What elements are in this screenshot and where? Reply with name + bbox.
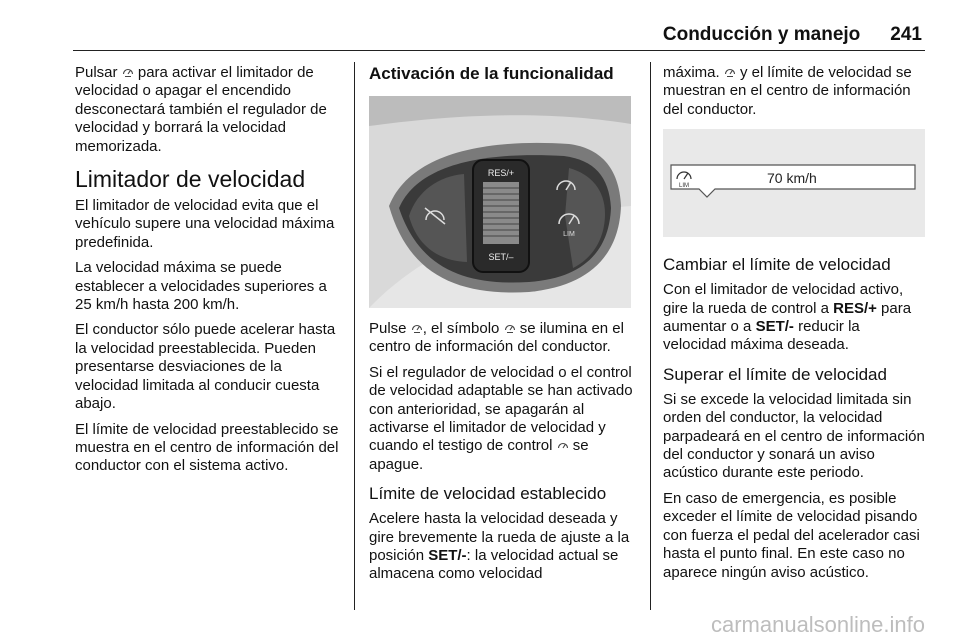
heading-cambiar-limite: Cambiar el límite de velocidad xyxy=(663,255,891,275)
heading-activacion: Activación de la funcionalidad xyxy=(369,64,614,83)
set-minus-label: SET/– xyxy=(488,252,514,262)
cruise-control-icon xyxy=(557,439,569,451)
header-rule xyxy=(73,50,925,51)
speed-limiter-icon xyxy=(411,322,423,334)
col1-para-2: El limitador de velocidad evita que el vehículo supere una velocidad máxima predefinida. xyxy=(75,197,335,251)
speed-limiter-icon xyxy=(504,322,516,334)
col2-para-3: Acelere hasta la velocidad deseada y gire brevemente la rueda de ajuste a la posición SET/-: la velocidad actual se almacena como velocidad xyxy=(369,510,630,583)
heading-superar-limite: Superar el límite de velocidad xyxy=(663,364,887,384)
page-header xyxy=(663,24,922,46)
col1-para-5: El límite de velocidad preestablecido se muestra en el centro de información del conductor con el sistema activo. xyxy=(75,420,339,475)
column-divider-2 xyxy=(650,62,651,610)
display-lim-label: LIM xyxy=(678,183,690,190)
display-speed-value: 70 km/h xyxy=(767,170,817,187)
steering-wheel-controls-photo xyxy=(369,96,631,308)
col2-para-2: Si el regulador de velocidad o el control de velocidad adaptable se han activado con anterioridad, se apagarán al activarse el limitador de velocidad y cuando el testigo de control se apague. xyxy=(369,363,633,473)
driver-info-display xyxy=(663,129,925,237)
col2-para-1: Pulse , el símbolo se ilumina en el centro de información del conductor. xyxy=(369,320,624,356)
col3-para-2: Con el limitador de velocidad activo, gire la rueda de control a RES/+ para aumentar o a SET/- reducir la velocidad máxima deseada. xyxy=(663,281,912,354)
lim-label: LIM xyxy=(563,231,575,238)
column-2 xyxy=(369,64,635,591)
col1-para-1: Pulsar para activar el limitador de velocidad o apagar el encendido desconectará también el regulador de velocidad y borrará la velocidad memorizada. xyxy=(75,64,327,155)
section-title: Conducción y manejo xyxy=(662,24,861,45)
speed-limiter-icon xyxy=(122,66,134,78)
page-number: 241 xyxy=(890,24,922,45)
col1-para-4: El conductor sólo puede acelerar hasta la velocidad preestablecida. Pueden presentarse desviaciones de la velocidad limitada al conducir cuesta abajo. xyxy=(75,321,336,413)
col1-para-3: La velocidad máxima se puede establecer a velocidades superiores a 25 km/h hasta 200 km/h. xyxy=(75,259,327,314)
col3-para-1: máxima. y el límite de velocidad se muestran en el centro de información del conductor. xyxy=(663,64,912,118)
speed-limiter-icon xyxy=(724,66,736,78)
column-3 xyxy=(663,64,927,589)
res-plus-label: RES/+ xyxy=(487,168,515,178)
col3-para-3: Si se excede la velocidad limitada sin orden del conductor, la velocidad parpadeará en el centro de información del conductor y sonará un aviso acústico durante este periodo. xyxy=(663,390,925,482)
heading-limite-establecido: Límite de velocidad establecido xyxy=(369,484,607,504)
col3-para-4: En caso de emergencia, es posible exceder el límite de velocidad pisando con fuerza el pedal del acelerador casi hasta el punto final. En este caso no aparece ningún aviso acústico. xyxy=(663,489,920,581)
watermark: carmanualsonline.info xyxy=(710,612,925,637)
section-heading-limitador: Limitador de velocidad xyxy=(75,166,306,193)
column-divider-1 xyxy=(354,62,355,610)
column-1 xyxy=(75,64,343,483)
